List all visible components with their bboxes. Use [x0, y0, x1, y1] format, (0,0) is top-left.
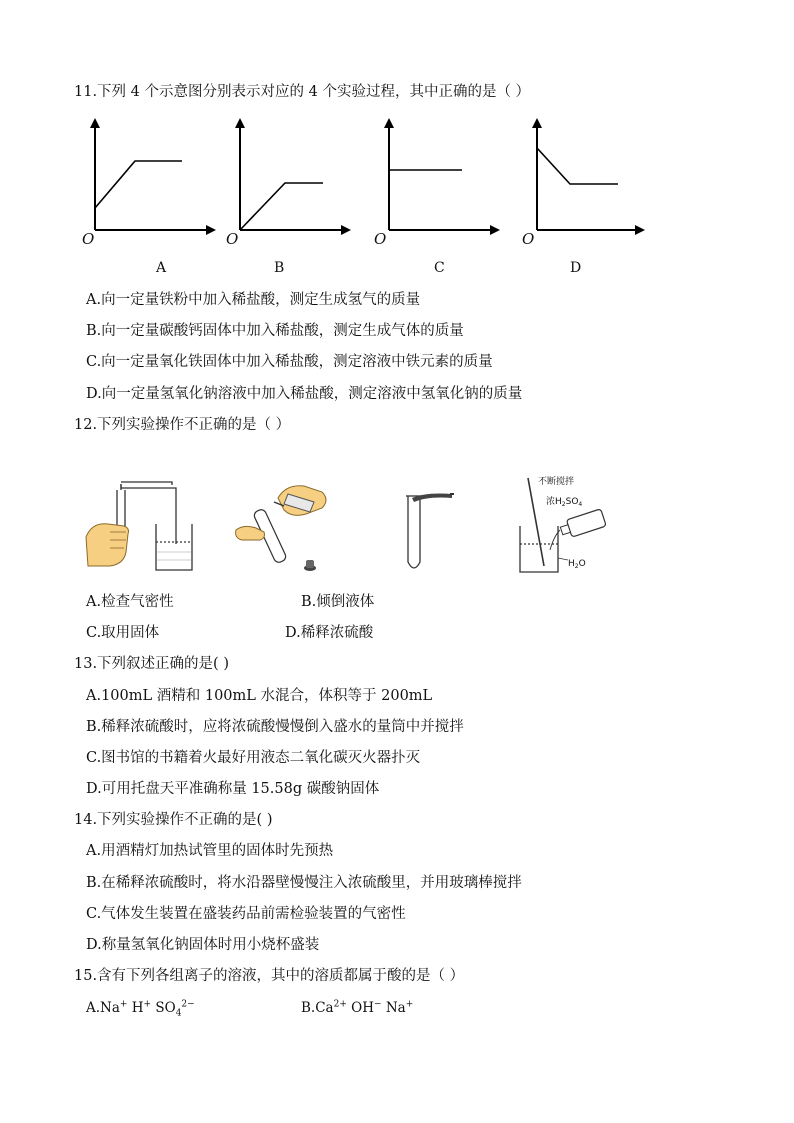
q11-option-d: D.向一定量氢氧化钠溶液中加入稀盐酸，测定溶液中氢氧化钠的质量	[86, 386, 523, 402]
figure-label-stir: 不断搅拌	[538, 477, 575, 487]
q11-option-b: B.向一定量碳酸钙固体中加入稀盐酸，测定生成气体的质量	[86, 323, 464, 339]
q14-option-b: B.在稀释浓硫酸时，将水沿器壁慢慢注入浓硫酸里，并用玻璃棒搅拌	[86, 875, 522, 891]
figure-pour-liquid	[226, 478, 336, 578]
q13-option-b: B.稀释浓硫酸时，应将浓硫酸慢慢倒入盛水的量筒中并搅拌	[86, 719, 464, 735]
q14-stem: 14.下列实验操作不正确的是( )	[74, 812, 273, 828]
figure-airtightness	[84, 482, 204, 577]
graph-d	[522, 118, 662, 243]
q12-stem: 12.下列实验操作不正确的是（ ）	[74, 417, 291, 433]
graph-label-c: C	[434, 260, 445, 276]
graph-b	[225, 118, 365, 243]
q12-option-b: B.倾倒液体	[301, 594, 375, 610]
origin-label-c: O	[374, 230, 387, 248]
figure-dilute-acid	[514, 474, 624, 579]
graph-a	[80, 118, 220, 243]
q14-option-d: D.称量氢氧化钠固体时用小烧杯盛装	[86, 937, 320, 953]
q11-option-a: A.向一定量铁粉中加入稀盐酸，测定生成氢气的质量	[86, 292, 421, 308]
graph-label-a: A	[156, 260, 167, 276]
graph-label-d: D	[570, 260, 582, 276]
origin-label-d: O	[522, 230, 535, 248]
q15-stem: 15.含有下列各组离子的溶液，其中的溶质都属于酸的是（ ）	[74, 968, 465, 984]
figure-label-water: $H_2O$	[568, 559, 586, 570]
q14-option-a: A.用酒精灯加热试管里的固体时先预热	[86, 843, 334, 859]
q14-option-c: C.气体发生装置在盛装药品前需检验装置的气密性	[86, 906, 406, 922]
q15-option-a: A.Na+ H+ $SO_4^{2-}$	[86, 999, 195, 1019]
q12-option-d: D.稀释浓硫酸	[285, 625, 374, 641]
q11-stem: 11.下列 4 个示意图分别表示对应的 4 个实验过程，其中正确的是（ ）	[74, 84, 531, 100]
origin-label-a: O	[82, 230, 95, 248]
graph-label-b: B	[274, 260, 285, 276]
q13-option-a: A.100mL 酒精和 100mL 水混合，体积等于 200mL	[86, 688, 433, 704]
figure-label-acid: 浓$H_2SO_4$	[546, 497, 583, 508]
graph-c	[374, 118, 514, 243]
q13-option-d: D.可用托盘天平准确称量 15.58g 碳酸钠固体	[86, 781, 380, 797]
figure-take-solid	[396, 490, 466, 580]
q12-option-a: A.检查气密性	[86, 594, 174, 610]
q12-option-c: C.取用固体	[86, 625, 160, 641]
q13-option-c: C.图书馆的书籍着火最好用液态二氧化碳灭火器扑灭	[86, 750, 421, 766]
q11-option-c: C.向一定量氧化铁固体中加入稀盐酸，测定溶液中铁元素的质量	[86, 354, 493, 370]
q13-stem: 13.下列叙述正确的是( )	[74, 656, 229, 672]
q15-option-b: $B.Ca^{2+}$ OH− Na+	[301, 999, 414, 1016]
origin-label-b: O	[226, 230, 239, 248]
